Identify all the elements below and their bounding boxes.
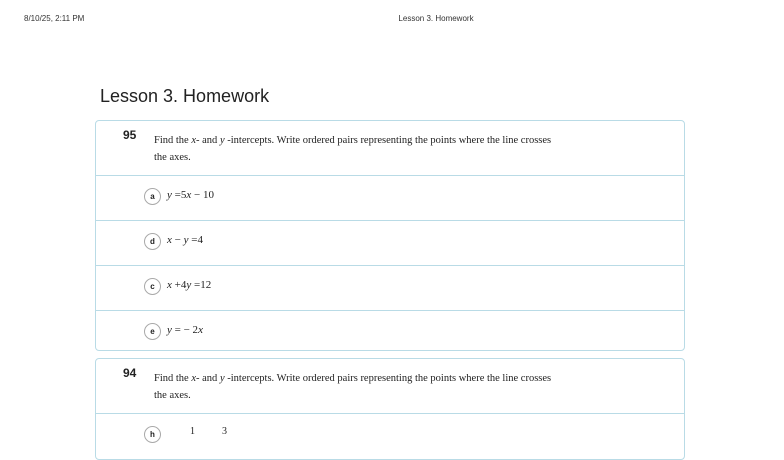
part-row-e[interactable] [96, 311, 684, 355]
part-equation: y =5x − 10 [167, 189, 214, 201]
part-equation: x +4y =12 [167, 279, 212, 291]
part-equation: y = − 2x [167, 324, 203, 336]
problem-card-94 [95, 358, 685, 460]
part-label-badge[interactable]: c [144, 278, 161, 295]
print-datetime: 8/10/25, 2:11 PM [24, 14, 85, 23]
part-row-c[interactable] [96, 266, 684, 311]
part-label-badge[interactable]: h [144, 426, 161, 443]
problem-header [96, 121, 684, 176]
part-label-badge[interactable]: a [144, 188, 161, 205]
problem-number[interactable]: 95 [123, 128, 137, 142]
problem-card-95 [95, 120, 685, 351]
page-title: Lesson 3. Homework [100, 86, 270, 106]
fraction-numerator: 1 [190, 426, 195, 437]
problem-header [96, 359, 684, 414]
print-header [0, 14, 784, 26]
part-equation: x − y =4 [167, 234, 203, 246]
problem-instruction: Find the x- and y -intercepts. Write ordered pairs representing the points where the line crosses the axes. [154, 135, 552, 163]
print-title: Lesson 3. Homework [398, 14, 474, 23]
part-label-badge[interactable]: e [144, 323, 161, 340]
part-row-a[interactable] [96, 176, 684, 221]
fraction-numerator: 3 [222, 426, 227, 437]
problem-instruction: Find the x- and y -intercepts. Write ordered pairs representing the points where the line crosses the axes. [154, 373, 552, 401]
part-row-h[interactable] [96, 414, 684, 458]
part-label-badge[interactable]: d [144, 233, 161, 250]
part-row-d[interactable] [96, 221, 684, 266]
problem-number[interactable]: 94 [123, 366, 137, 380]
